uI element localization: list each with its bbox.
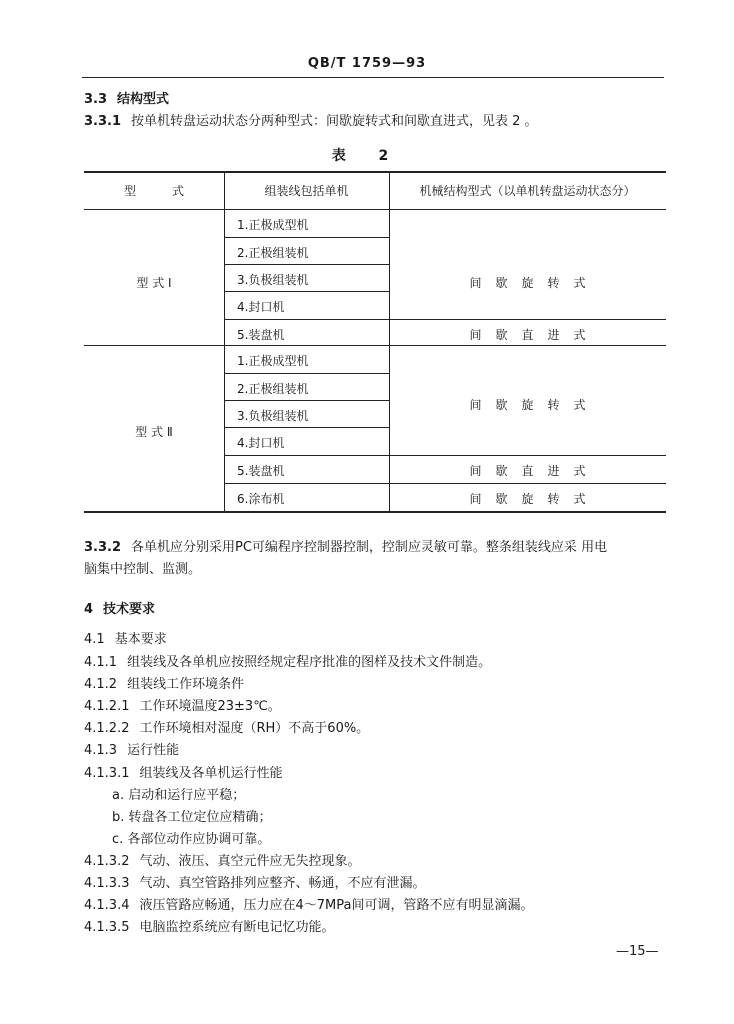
clause-text: 按单机转盘运动状态分两种型式：间歇旋转式和间歇直进式，见表 2 。 xyxy=(131,114,538,129)
clause-4-1-3-1 xyxy=(84,762,283,781)
clause-number: 4.1.3.4 xyxy=(84,898,130,913)
clause-text: 工作环境相对湿度（RH）不高于60%。 xyxy=(139,721,370,736)
row-rule xyxy=(224,237,389,238)
clause-number: 4.1.3.3 xyxy=(84,876,130,891)
table-bottom-rule xyxy=(84,511,666,513)
clause-4-1-2-1 xyxy=(84,695,281,714)
table-caption: 表 2 xyxy=(331,148,403,164)
header-structure: 机械结构型式（以单机转盘运动状态分） xyxy=(419,184,636,198)
clause-text: 工作环境温度23±3℃。 xyxy=(139,699,281,714)
structure-type: 间歇旋转式 xyxy=(469,398,600,412)
clause-4-1-3-5 xyxy=(84,916,335,935)
header-type: 型 式 xyxy=(123,184,184,198)
row-rule xyxy=(224,319,666,320)
list-item: b. 转盘各工位定位应精确； xyxy=(112,810,272,825)
type-label: 型 式 Ⅰ xyxy=(136,276,172,290)
header-rule xyxy=(82,77,664,78)
page-number: —15— xyxy=(616,944,659,959)
section-title: 结构型式 xyxy=(117,92,170,107)
clause-number: 4.1.3.5 xyxy=(84,920,130,935)
machine-item: 1.正极成型机 xyxy=(237,354,309,368)
clause-3-3-2 xyxy=(84,536,664,555)
clause-3-3-1 xyxy=(84,110,538,129)
machine-item: 1.正极成型机 xyxy=(237,218,309,232)
row-rule xyxy=(224,427,389,428)
machine-item: 4.封口机 xyxy=(237,300,285,314)
structure-type-table xyxy=(84,171,666,513)
clause-4-1 xyxy=(84,628,167,647)
clause-number: 4.1 xyxy=(84,632,105,647)
section-number: 4 xyxy=(84,602,94,617)
machine-item: 6.涂布机 xyxy=(237,492,285,506)
structure-type: 间歇旋转式 xyxy=(469,492,600,506)
row-rule xyxy=(224,291,389,292)
clause-text: 基本要求 xyxy=(114,632,167,647)
clause-text: 各单机应分别采用PC可编程序控制器控制，控制应灵敏可靠。整条组装线应采 用电 xyxy=(131,540,608,555)
row-rule xyxy=(224,455,666,456)
structure-type: 间歇直进式 xyxy=(469,464,600,478)
machine-item: 3.负极组装机 xyxy=(237,409,309,423)
clause-text: 气动、液压、真空元件应无失控现象。 xyxy=(139,854,361,869)
column-rule xyxy=(224,171,225,512)
machine-item: 2.正极组装机 xyxy=(237,382,309,396)
clause-number: 4.1.3 xyxy=(84,743,118,758)
clause-text: 液压管路应畅通，压力应在4～7MPa间可调，管路不应有明显滴漏。 xyxy=(139,898,534,913)
clause-text: 运行性能 xyxy=(127,743,180,758)
clause-3-3-2-continuation: 脑集中控制、监测。 xyxy=(84,562,202,577)
list-item: a. 启动和运行应平稳； xyxy=(112,788,246,803)
section-number: 3.3 xyxy=(84,92,108,107)
clause-number: 4.1.1 xyxy=(84,655,118,670)
clause-4-1-3-2 xyxy=(84,850,361,869)
clause-number: 3.3.2 xyxy=(84,540,122,555)
machine-item: 2.正极组装机 xyxy=(237,246,309,260)
clause-4-1-1 xyxy=(84,651,491,670)
machine-item: 5.装盘机 xyxy=(237,328,285,342)
clause-text: 组装线及各单机运行性能 xyxy=(139,766,283,781)
clause-4-1-2 xyxy=(84,673,244,692)
standard-code-header: QB/T 1759—93 xyxy=(307,56,427,71)
row-rule xyxy=(224,264,389,265)
clause-4-1-3 xyxy=(84,739,179,758)
clause-text: 组装线工作环境条件 xyxy=(127,677,245,692)
clause-number: 4.1.2.2 xyxy=(84,721,130,736)
clause-number: 4.1.2 xyxy=(84,677,118,692)
clause-number: 4.1.2.1 xyxy=(84,699,130,714)
row-rule xyxy=(224,400,389,401)
clause-4-1-2-2 xyxy=(84,717,369,736)
machine-item: 3.负极组装机 xyxy=(237,273,309,287)
clause-number: 3.3.1 xyxy=(84,114,122,129)
clause-4-1-3-3 xyxy=(84,872,426,891)
header-machines: 组装线包括单机 xyxy=(264,184,349,198)
clause-text: 电脑监控系统应有断电记忆功能。 xyxy=(139,920,335,935)
clause-text: 气动、真空管路排列应整齐、畅通，不应有泄漏。 xyxy=(139,876,426,891)
structure-type: 间歇旋转式 xyxy=(469,276,600,290)
clause-text: 组装线及各单机应按照经规定程序批准的图样及技术文件制造。 xyxy=(127,655,492,670)
group-divider-rule xyxy=(84,345,666,346)
clause-number: 4.1.3.2 xyxy=(84,854,130,869)
machine-item: 4.封口机 xyxy=(237,436,285,450)
clause-number: 4.1.3.1 xyxy=(84,766,130,781)
row-rule xyxy=(224,483,666,484)
table-top-rule xyxy=(84,171,666,173)
chapter-4-heading xyxy=(84,598,155,617)
type-label: 型 式 Ⅱ xyxy=(135,425,173,439)
row-rule xyxy=(224,373,389,374)
structure-type: 间歇直进式 xyxy=(469,328,600,342)
section-3-3-heading xyxy=(84,88,169,107)
section-title: 技术要求 xyxy=(103,602,156,617)
clause-4-1-3-4 xyxy=(84,894,533,913)
list-item: c. 各部位动作应协调可靠。 xyxy=(112,832,271,847)
machine-item: 5.装盘机 xyxy=(237,464,285,478)
header-bottom-rule xyxy=(84,209,666,210)
